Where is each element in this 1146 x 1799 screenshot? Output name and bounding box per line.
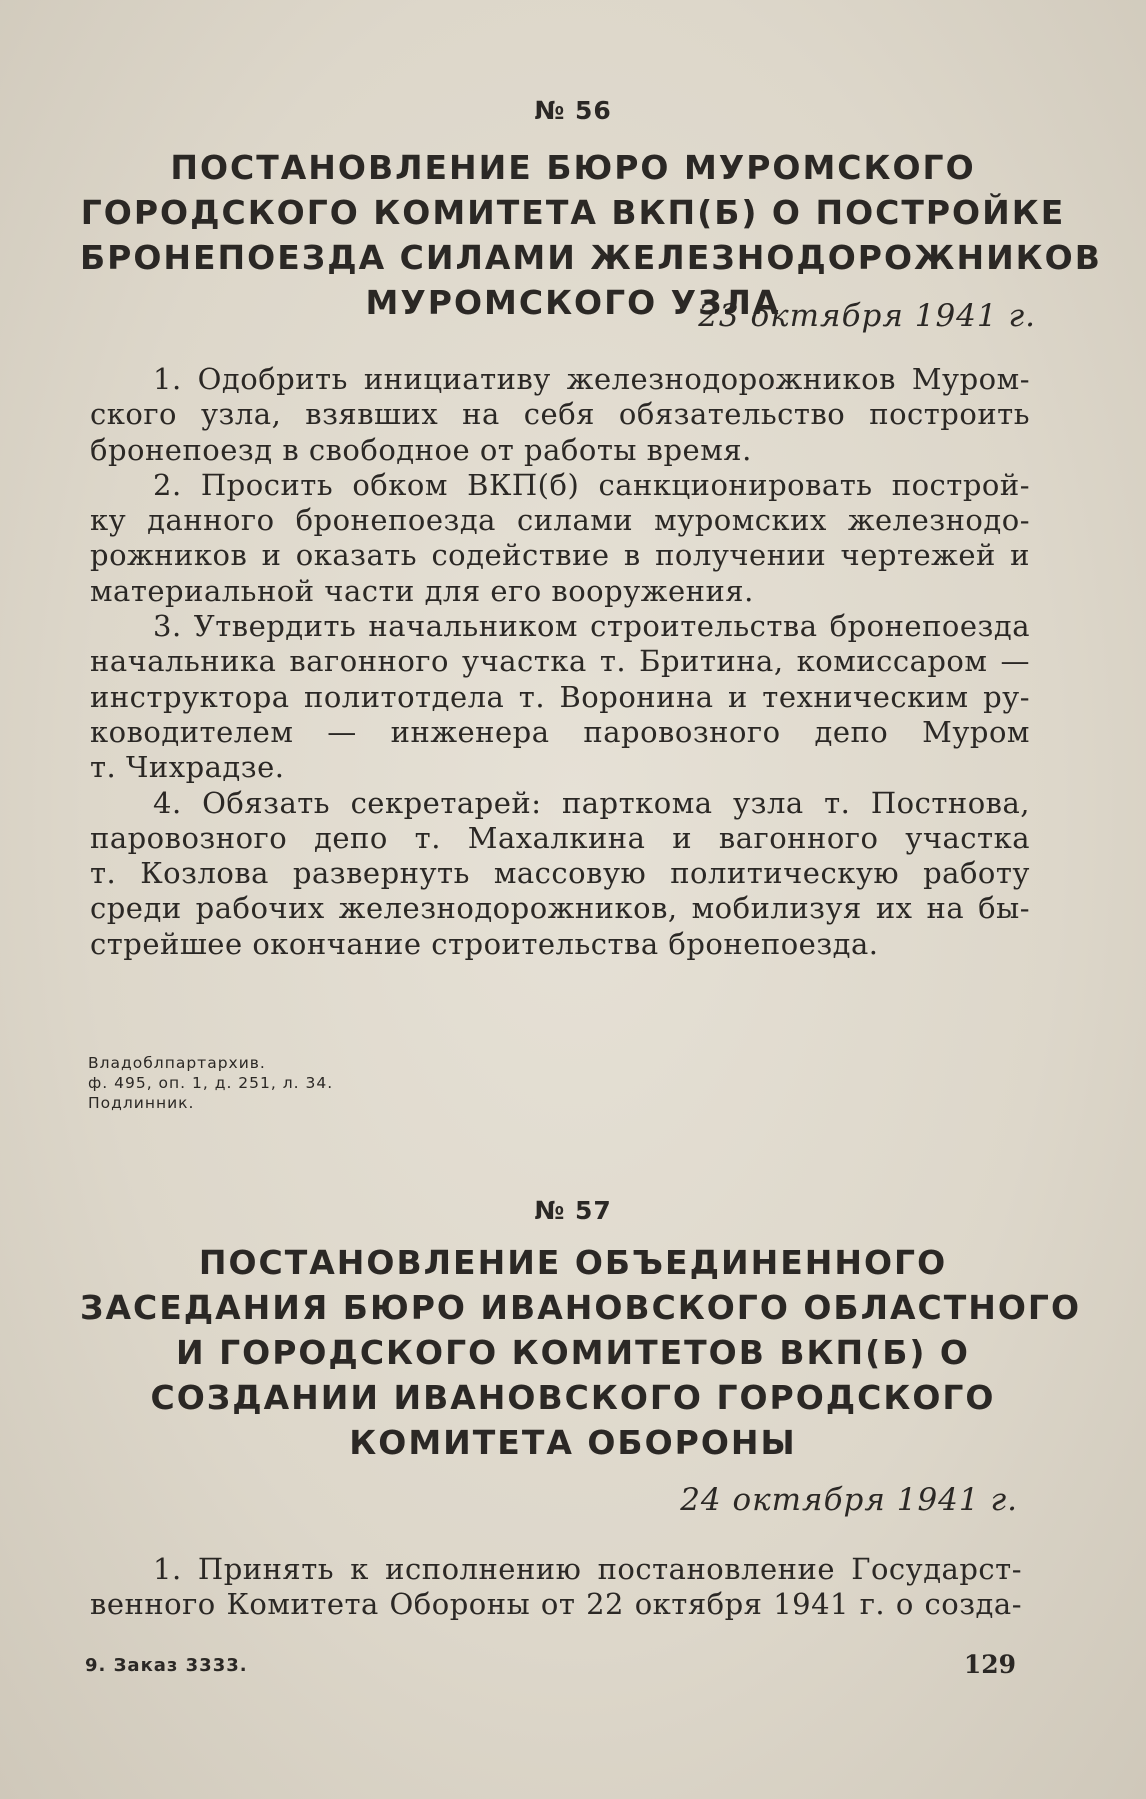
doc-56-body-line: ководителем — инженера паровозного депо Муром [90,714,1030,749]
doc-56-body-line: ского узла, взявших на себя обязательство построить [90,397,1030,432]
doc-56-body-line: 3. Утвердить начальником строительства бронепоезда [153,609,1030,644]
doc-57-body-line: венного Комитета Обороны от 22 октября 1941 г. о созда- [90,1587,1022,1622]
doc-56-body-line: т. Козлова развернуть массовую политическую работу [90,856,1030,891]
doc-57-title-line: ЗАСЕДАНИЯ БЮРО ИВАНОВСКОГО ОБЛАСТНОГО [80,1288,1082,1327]
doc-56-body [90,362,1030,962]
doc-56-body-line: материальной части для его вооружения. [90,573,754,608]
doc-56-title-line: БРОНЕПОЕЗДА СИЛАМИ ЖЕЛЕЗНОДОРОЖНИКОВ [80,238,1102,277]
doc-56-body-line: т. Чихрадзе. [90,750,285,785]
doc-57-title-line: И ГОРОДСКОГО КОМИТЕТОВ ВКП(Б) О [176,1333,970,1372]
doc-56-body-line: ку данного бронепоезда силами муромских железнодо- [90,503,1030,538]
doc-56-body-line: 4. Обязать секретарей: парткома узла т. Постнова, [153,785,1030,820]
page-number: 129 [963,1650,1016,1679]
doc-56-body-line: начальника вагонного участка т. Бритина, комиссаром — [90,644,1030,679]
doc-56-title-line: ГОРОДСКОГО КОМИТЕТА ВКП(Б) О ПОСТРОЙКЕ [80,193,1066,232]
doc-56-body-line: рожников и оказать содействие в получении чертежей и [90,538,1030,573]
doc-56-body-line: 2. Просить обком ВКП(б) санкционировать построй- [153,467,1030,502]
doc-56-body-line: бронепоезд в свободное от работы время. [90,432,752,467]
printer-signature-mark: 9. Заказ 3333. [85,1655,248,1676]
archive-source-line: Владоблпартархив. [88,1054,266,1072]
doc-56-title-line: ПОСТАНОВЛЕНИЕ БЮРО МУРОМСКОГО [170,148,976,187]
doc-57-title-line: ПОСТАНОВЛЕНИЕ ОБЪЕДИНЕННОГО [198,1243,948,1282]
doc-56-number: № 56 [534,96,612,125]
doc-57-body [90,1552,1022,1623]
doc-57-title [80,1240,1082,1465]
doc-56-body-line: стрейшее окончание строительства бронепоезда. [90,926,879,961]
doc-57-date: 24 октября 1941 г. [680,1482,1018,1518]
doc-57-title-line: СОЗДАНИИ ИВАНОВСКОГО ГОРОДСКОГО [150,1378,996,1417]
doc-57-number: № 57 [534,1196,612,1225]
doc-56-body-line: инструктора политотдела т. Воронина и техническим ру- [90,679,1030,714]
doc-56-date: 23 октября 1941 г. [698,298,1036,334]
doc-56-title-line: МУРОМСКОГО УЗЛА [365,283,781,322]
doc-56-archive-source [88,1053,333,1113]
archive-source-line: ф. 495, оп. 1, д. 251, л. 34. [88,1074,334,1092]
doc-57-title-line: КОМИТЕТА ОБОРОНЫ [349,1423,797,1462]
doc-56-body-line: 1. Одобрить инициативу железнодорожников Муром- [153,362,1030,396]
archive-source-line: Подлинник. [88,1094,195,1112]
doc-57-body-line: 1. Принять к исполнению постановление Государст- [153,1552,1022,1586]
doc-56-body-line: паровозного депо т. Махалкина и вагонного участка [90,820,1030,855]
doc-56-body-line: среди рабочих железнодорожников, мобилизуя их на бы- [90,891,1030,926]
